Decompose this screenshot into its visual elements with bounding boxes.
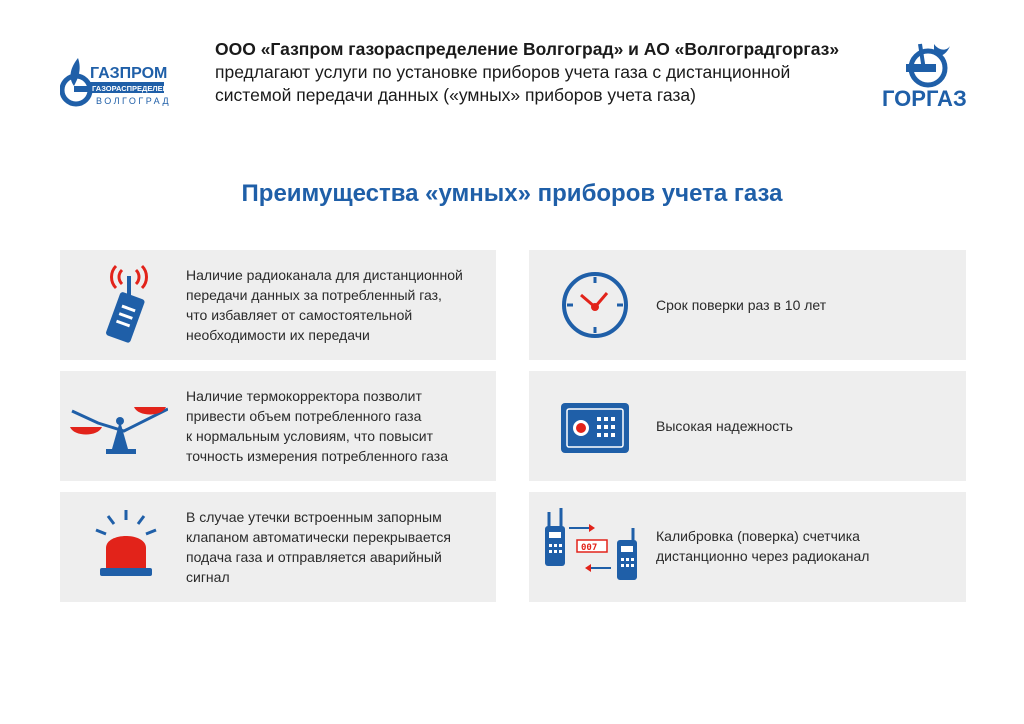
card-left-1-text [186, 265, 486, 345]
page-title: Преимущества «умных» приборов учета газа [241, 180, 783, 207]
gazprom-logo [60, 52, 170, 116]
logo-left-sub2: ВОЛГОГРАД [96, 96, 170, 106]
card-left-2-text [186, 386, 486, 466]
gorgaz-logo [880, 40, 970, 112]
logo-left-sub1: ГАЗОРАСПРЕДЕЛЕНИЕ [92, 84, 170, 93]
advantage-card-thermocorrector [60, 371, 496, 481]
card-left-3-text-body: В случае утечки встроенным запорным клапаном автоматически перекрывается подача газа и отправляется аварийный сигнал [186, 509, 451, 585]
card-right-2-text-body: Высокая надежность [656, 418, 793, 434]
header-line-1: ООО «Газпром газораспределение Волгоград» и АО «Волгоградгоргаз» [215, 39, 840, 59]
card-left-3-text [186, 507, 486, 587]
radio-transmitter-icon [100, 262, 160, 351]
advantage-card-calibration [529, 492, 966, 602]
header-line-2: предлагают услуги по установке приборов учета газа с дистанционной [215, 62, 791, 82]
clock-icon [561, 271, 629, 344]
advantage-card-radio [60, 250, 496, 360]
card-right-3-text [656, 526, 956, 566]
balance-scale-icon [68, 401, 168, 462]
calibration-display-value: 007 [581, 543, 598, 553]
advantage-card-verification [529, 250, 966, 360]
card-right-1-text [656, 295, 956, 315]
header-line-3: системой передачи данных («умных» приборов учета газа) [215, 85, 696, 105]
card-left-2-text-body: Наличие термокорректора позволит привести объем потребленного газа к нормальным условиям, что повысит точность измерения потребленного газа [186, 388, 448, 464]
radio-calibration-icon [539, 506, 643, 595]
card-right-1-text-body: Срок поверки раз в 10 лет [656, 297, 827, 313]
card-right-3-text-body: Калибровка (поверка) счетчика дистанционно через радиоканал [656, 528, 870, 564]
card-left-1-text-body: Наличие радиоканала для дистанционной передачи данных за потребленный газ, что избавляет от самостоятельной необходимости их передачи [186, 267, 463, 343]
alarm-siren-icon [94, 508, 158, 589]
logo-right-name: ГОРГАЗ [882, 86, 967, 111]
logo-left-name: ГАЗПРОМ [90, 65, 168, 82]
card-right-2-text [656, 416, 956, 436]
safe-icon [559, 401, 631, 460]
header-text [215, 38, 855, 107]
advantage-card-reliability [529, 371, 966, 481]
advantage-card-leak [60, 492, 496, 602]
